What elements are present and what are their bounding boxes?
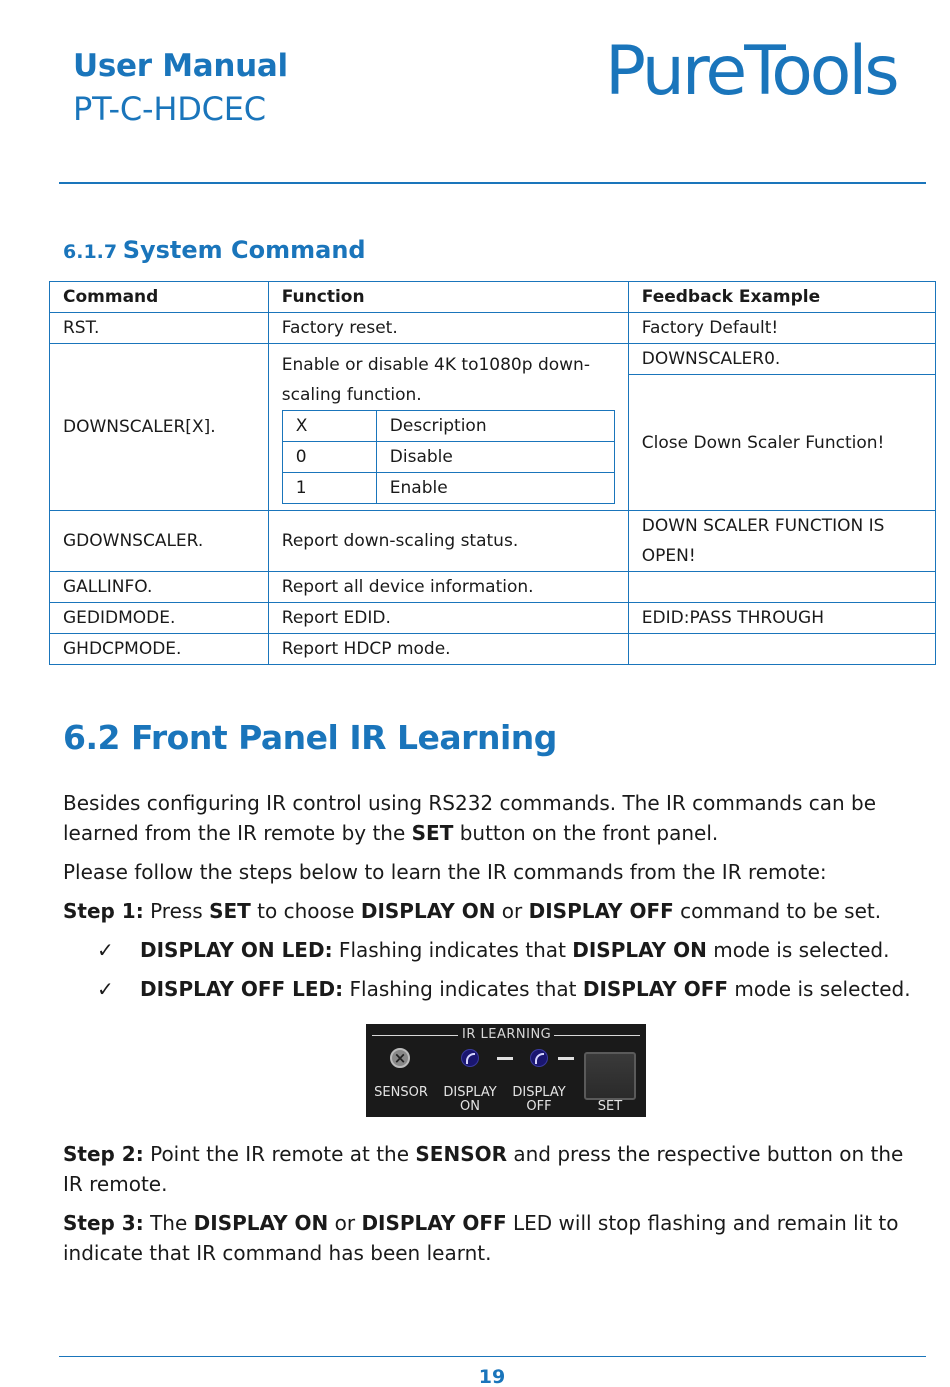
table-row bbox=[50, 344, 936, 375]
step-text: command to be set. bbox=[673, 899, 882, 923]
checkmark-icon: ✓ bbox=[97, 977, 114, 1001]
step-text: Point the IR remote at the bbox=[143, 1142, 416, 1166]
bullet-label: DISPLAY ON LED: bbox=[140, 938, 333, 962]
step-1 bbox=[63, 896, 913, 926]
bullet-label: DISPLAY OFF LED: bbox=[140, 977, 344, 1001]
cell-feedback: Factory Default! bbox=[628, 313, 935, 344]
cell-command: GDOWNSCALER. bbox=[50, 511, 269, 572]
inner-cell: 0 bbox=[282, 442, 376, 473]
model-name: PT-C-HDCEC bbox=[73, 90, 266, 128]
step-2 bbox=[63, 1139, 913, 1199]
cell-feedback: Close Down Scaler Function! bbox=[628, 375, 935, 511]
bullet-text: mode is selected. bbox=[728, 977, 911, 1001]
cell-function: Report down-scaling status. bbox=[268, 511, 628, 572]
panel-line-left bbox=[372, 1035, 458, 1036]
display-off-label-2: OFF bbox=[526, 1099, 552, 1114]
cell-feedback bbox=[628, 634, 935, 665]
puretools-logo: PureTools bbox=[605, 32, 897, 111]
inner-cell: Disable bbox=[376, 442, 614, 473]
header-function: Function bbox=[268, 282, 628, 313]
bullet-text: mode is selected. bbox=[706, 938, 890, 962]
inner-row bbox=[282, 442, 614, 473]
step-text: LED will stop flashing and remain lit to indicate that IR command has been learnt. bbox=[63, 1211, 899, 1265]
header-feedback: Feedback Example bbox=[628, 282, 935, 313]
intro-paragraph bbox=[63, 788, 913, 848]
display-off-led-icon bbox=[530, 1049, 548, 1067]
step-text: The bbox=[143, 1211, 194, 1235]
step-text: or bbox=[495, 899, 529, 923]
table-row bbox=[50, 313, 936, 344]
bullet-display-on bbox=[140, 935, 889, 965]
header-divider bbox=[59, 182, 926, 184]
cell-function: Enable or disable 4K to1080p down-scaling function. bbox=[281, 355, 590, 405]
panel-line-right bbox=[554, 1035, 640, 1036]
sensor-label: SENSOR bbox=[374, 1085, 428, 1100]
intro-bold-set: SET bbox=[411, 821, 454, 845]
set-label: SET bbox=[597, 1099, 623, 1114]
panel-dash bbox=[497, 1057, 513, 1060]
panel-dash bbox=[558, 1057, 574, 1060]
cell-command: GALLINFO. bbox=[50, 572, 269, 603]
set-button-icon bbox=[584, 1052, 636, 1100]
cell-function: Report all device information. bbox=[268, 572, 628, 603]
step-bold: SET bbox=[209, 899, 251, 923]
table-header-row bbox=[50, 282, 936, 313]
cell-function: Report EDID. bbox=[268, 603, 628, 634]
cell-feedback: DOWN SCALER FUNCTION IS OPEN! bbox=[628, 511, 935, 572]
cell-feedback bbox=[628, 572, 935, 603]
section-number: 6.1.7 bbox=[63, 241, 118, 263]
cell-feedback: DOWNSCALER0. bbox=[628, 344, 935, 375]
cell-function-downscaler bbox=[268, 344, 628, 511]
section-title: System Command bbox=[122, 236, 366, 264]
intro-text-end: button on the front panel. bbox=[453, 821, 719, 845]
ir-learning-panel-image bbox=[366, 1024, 646, 1117]
step-bold: DISPLAY ON bbox=[360, 899, 496, 923]
bullet-text: Flashing indicates that bbox=[343, 977, 583, 1001]
step-text: or bbox=[328, 1211, 362, 1235]
display-on-label-2: ON bbox=[460, 1099, 480, 1114]
cell-feedback: EDID:PASS THROUGH bbox=[628, 603, 935, 634]
cell-function: Report HDCP mode. bbox=[268, 634, 628, 665]
bullet-bold: DISPLAY ON bbox=[572, 938, 707, 962]
table-row bbox=[50, 634, 936, 665]
bullet-bold: DISPLAY OFF bbox=[582, 977, 729, 1001]
bullet-display-off bbox=[140, 974, 911, 1004]
footer-divider bbox=[59, 1356, 926, 1357]
panel-title: IR LEARNING bbox=[462, 1027, 552, 1042]
step-text: and press the respective button on the IR remote. bbox=[63, 1142, 904, 1196]
document-title: User Manual bbox=[73, 48, 288, 84]
inner-header-x: X bbox=[282, 411, 376, 442]
inner-header-row bbox=[282, 411, 614, 442]
display-off-label-1: DISPLAY bbox=[512, 1085, 566, 1100]
instruction-paragraph: Please follow the steps below to learn the IR commands from the IR remote: bbox=[63, 860, 827, 884]
bullet-text: Flashing indicates that bbox=[332, 938, 573, 962]
checkmark-icon: ✓ bbox=[97, 938, 114, 962]
step-bold: SENSOR bbox=[415, 1142, 508, 1166]
cell-command: GEDIDMODE. bbox=[50, 603, 269, 634]
table-row bbox=[50, 511, 936, 572]
intro-text: Besides configuring IR control using RS232 commands. The IR commands can be learned from the IR remote by the bbox=[63, 791, 877, 845]
step-3 bbox=[63, 1208, 913, 1268]
step-text: Press bbox=[143, 899, 210, 923]
inner-cell: 1 bbox=[282, 473, 376, 504]
header-command: Command bbox=[50, 282, 269, 313]
cell-command: GHDCPMODE. bbox=[50, 634, 269, 665]
section-heading-ir-learning: 6.2 Front Panel IR Learning bbox=[63, 718, 557, 757]
inner-header-description: Description bbox=[376, 411, 614, 442]
x-value-table bbox=[282, 410, 615, 504]
step-label: Step 3: bbox=[63, 1211, 144, 1235]
step-label: Step 2: bbox=[63, 1142, 144, 1166]
page-number: 19 bbox=[478, 1366, 506, 1387]
cell-function: Factory reset. bbox=[268, 313, 628, 344]
table-row bbox=[50, 603, 936, 634]
system-command-table bbox=[49, 281, 936, 665]
inner-cell: Enable bbox=[376, 473, 614, 504]
step-text: to choose bbox=[250, 899, 361, 923]
step-label: Step 1: bbox=[63, 899, 144, 923]
sensor-icon: × bbox=[390, 1048, 410, 1068]
section-heading-system-command bbox=[63, 236, 366, 264]
display-on-label-1: DISPLAY bbox=[443, 1085, 497, 1100]
step-bold: DISPLAY OFF bbox=[361, 1211, 507, 1235]
step-bold: DISPLAY OFF bbox=[528, 899, 674, 923]
step-bold: DISPLAY ON bbox=[193, 1211, 329, 1235]
table-row bbox=[50, 572, 936, 603]
cell-command: DOWNSCALER[X]. bbox=[50, 344, 269, 511]
cell-command: RST. bbox=[50, 313, 269, 344]
inner-row bbox=[282, 473, 614, 504]
display-on-led-icon bbox=[461, 1049, 479, 1067]
